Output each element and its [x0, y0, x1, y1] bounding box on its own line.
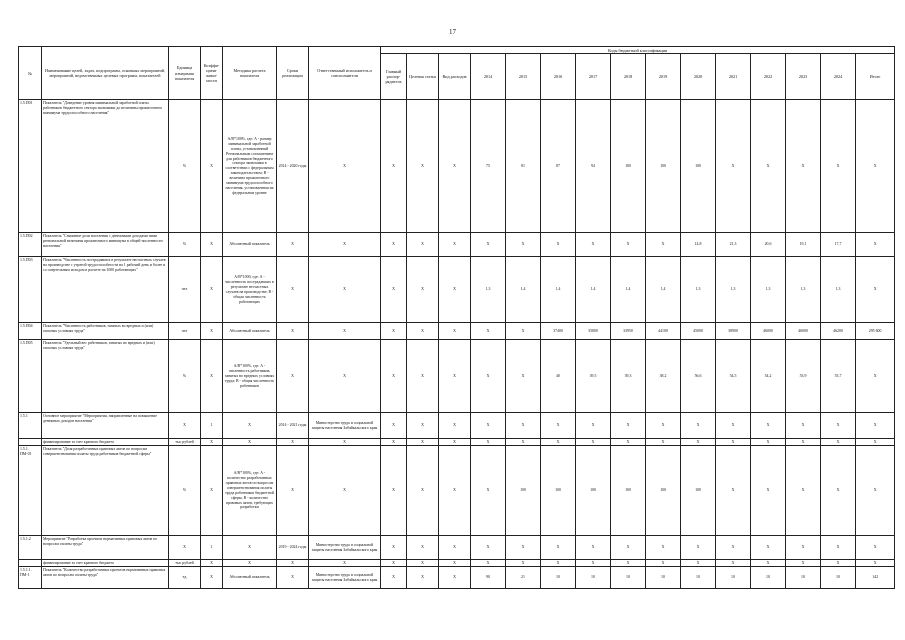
value-cell: Х	[681, 560, 716, 567]
method-cell: А/В*100%, где: А - численность работников, занятых во вредных условиях труда; В - общая численность работников	[223, 340, 277, 413]
value-cell: 53,9	[786, 340, 821, 413]
period-cell: Х	[277, 567, 309, 589]
budget-cell: Х	[381, 446, 407, 536]
value-cell: Х	[856, 413, 895, 439]
value-cell: 38900	[716, 323, 751, 340]
value-cell: Х	[786, 536, 821, 560]
method-cell: Абсолютный показатель	[223, 567, 277, 589]
budget-cell: Х	[407, 560, 439, 567]
name-cell: Показатель "Удельный вес работников, занятых во вредных и (или) опасных условиях труда"	[42, 340, 169, 413]
header-method: Методика расчета показателя	[223, 47, 277, 100]
table-header	[19, 47, 895, 100]
value-cell: Х	[821, 100, 856, 233]
value-cell: Х	[786, 413, 821, 439]
responsible-cell: Х	[309, 233, 381, 257]
unit-cell: тыс рублей	[169, 439, 201, 446]
unit-cell: Х	[169, 413, 201, 439]
budget-cell: Х	[407, 257, 439, 323]
unit-cell: тыс рублей	[169, 560, 201, 567]
value-cell: 94	[576, 100, 611, 233]
header-year: 2019	[646, 54, 681, 100]
value-cell: Х	[786, 560, 821, 567]
budget-cell: Х	[381, 413, 407, 439]
value-cell: 17,7	[821, 233, 856, 257]
value-cell: Х	[541, 439, 576, 446]
value-cell: 35800	[576, 323, 611, 340]
value-cell: 1,3	[681, 257, 716, 323]
value-cell: 10	[681, 567, 716, 589]
value-cell: 44100	[646, 323, 681, 340]
budget-cell: Х	[381, 567, 407, 589]
code-cell: 1.5.1	[19, 413, 42, 439]
budget-cell: Х	[439, 439, 471, 446]
value-cell: Х	[506, 413, 541, 439]
header-name: Наименование целей, задач, подпрограмм, основных мероприятий, мероприятий, ведомственных целевых программ, показателей	[42, 47, 169, 100]
coef-cell: Х	[201, 323, 223, 340]
value-cell: Х	[506, 536, 541, 560]
value-cell: Х	[821, 446, 856, 536]
value-cell: 1,4	[646, 257, 681, 323]
unit-cell: Х	[169, 536, 201, 560]
header-responsible: Ответственный исполнитель и соисполнители	[309, 47, 381, 100]
name-cell: Показатель "Снижение доли населения с денежными доходами ниже региональной величины прожиточного минимума в общей численности населения"	[42, 233, 169, 257]
header-year: 2015	[506, 54, 541, 100]
coef-cell: Х	[201, 439, 223, 446]
name-cell: Показатель "Численность пострадавших в результате несчастных случаев на производстве с утратой трудоспособности на 1 рабочий день и более и со смертельным исходом в расчете на 1000 работающих"	[42, 257, 169, 323]
budget-cell: Х	[407, 446, 439, 536]
period-cell: Х	[277, 257, 309, 323]
value-cell: Х	[646, 536, 681, 560]
value-cell: 1,3	[821, 257, 856, 323]
value-cell: 19,1	[786, 233, 821, 257]
budget-cell: Х	[439, 413, 471, 439]
budget-cell: Х	[407, 323, 439, 340]
value-cell: Х	[471, 560, 506, 567]
header-coef: Коэффи-циент значи-мости	[201, 47, 223, 100]
budget-cell: Х	[407, 413, 439, 439]
value-cell: Х	[856, 340, 895, 413]
header-unit: Единица измерения показателя	[169, 47, 201, 100]
value-cell: Х	[716, 413, 751, 439]
budget-cell: Х	[407, 340, 439, 413]
value-cell: 10	[751, 567, 786, 589]
table-row	[19, 560, 895, 567]
value-cell: Х	[821, 439, 856, 446]
value-cell: Х	[716, 536, 751, 560]
table-row	[19, 439, 895, 446]
value-cell: 100	[611, 446, 646, 536]
responsible-cell: Х	[309, 446, 381, 536]
value-cell: Х	[646, 233, 681, 257]
responsible-cell: Х	[309, 560, 381, 567]
budget-cell: Х	[407, 100, 439, 233]
value-cell: 54,5	[716, 340, 751, 413]
responsible-cell: Х	[309, 439, 381, 446]
value-cell: Х	[786, 100, 821, 233]
budget-cell: Х	[407, 233, 439, 257]
value-cell: 14,8	[681, 233, 716, 257]
value-cell: Х	[541, 560, 576, 567]
period-cell: Х	[277, 323, 309, 340]
unit-cell: %	[169, 446, 201, 536]
value-cell: 21,3	[716, 233, 751, 257]
name-cell: Показатель "Численность работников, занятых во вредных и (или) опасных условиях труда"	[42, 323, 169, 340]
budget-cell: Х	[439, 536, 471, 560]
unit-cell: %	[169, 233, 201, 257]
value-cell: 10	[821, 567, 856, 589]
value-cell: Х	[786, 439, 821, 446]
value-cell: 81	[506, 100, 541, 233]
value-cell: Х	[751, 536, 786, 560]
header-year: 2016	[541, 54, 576, 100]
name-cell: Мероприятие "Разработка проектов нормативных правовых актов по вопросам оплаты труда"	[42, 536, 169, 560]
value-cell: Х	[611, 439, 646, 446]
budget-cell: Х	[439, 323, 471, 340]
period-cell: 2014 - 2020 годы	[277, 100, 309, 233]
value-cell: 1,4	[576, 257, 611, 323]
value-cell: Х	[471, 323, 506, 340]
header-year: 2018	[611, 54, 646, 100]
code-cell	[19, 439, 42, 446]
value-cell: Х	[576, 439, 611, 446]
value-cell: 1,4	[611, 257, 646, 323]
code-cell: 1.5.П02	[19, 233, 42, 257]
method-cell: Х	[223, 413, 277, 439]
budget-cell: Х	[407, 567, 439, 589]
value-cell: 142	[856, 567, 895, 589]
header-year: 2020	[681, 54, 716, 100]
value-cell: 1,3	[751, 257, 786, 323]
value-cell: 295 600	[856, 323, 895, 340]
table-row	[19, 567, 895, 589]
value-cell: 100	[611, 100, 646, 233]
responsible-cell: Х	[309, 100, 381, 233]
header-year: 2023	[786, 54, 821, 100]
value-cell: Х	[611, 233, 646, 257]
value-cell: 53,7	[821, 340, 856, 413]
budget-cell: Х	[381, 340, 407, 413]
value-cell: 87	[541, 100, 576, 233]
value-cell: Х	[471, 233, 506, 257]
method-cell: А/В*100%, где: А - размер минимальной заработной платы, установленный Региональным соглашением для работников бюджетного сектора экономики в соответствии с федеральным законодательством; В - величина прожиточного минимума трудоспособного населения, установленная на федеральном уровне	[223, 100, 277, 233]
value-cell: Х	[506, 560, 541, 567]
value-cell: 90	[471, 567, 506, 589]
responsible-cell: Министерство труда и социальной защиты населения Забайкальского края	[309, 567, 381, 589]
value-cell: 1,4	[541, 257, 576, 323]
value-cell: 20,6	[751, 233, 786, 257]
value-cell: 56,6	[681, 340, 716, 413]
table-row	[19, 100, 895, 233]
value-cell: Х	[576, 560, 611, 567]
value-cell: Х	[716, 446, 751, 536]
value-cell: 39,5	[576, 340, 611, 413]
period-cell: Х	[277, 233, 309, 257]
value-cell: 100	[541, 446, 576, 536]
coef-cell: Х	[201, 567, 223, 589]
name-cell: финансирование за счет краевого бюджета	[42, 439, 169, 446]
code-cell	[19, 560, 42, 567]
value-cell: Х	[576, 413, 611, 439]
value-cell: Х	[611, 560, 646, 567]
value-cell: Х	[471, 439, 506, 446]
header-year: 2024	[821, 54, 856, 100]
table-row	[19, 257, 895, 323]
value-cell: Х	[646, 413, 681, 439]
value-cell: 100	[681, 100, 716, 233]
header-budget-col: Главный распор-рядитель	[381, 54, 407, 100]
value-cell: 10	[541, 567, 576, 589]
value-cell: Х	[821, 560, 856, 567]
table-row	[19, 446, 895, 536]
value-cell: Х	[646, 439, 681, 446]
budget-cell: Х	[381, 257, 407, 323]
value-cell: Х	[506, 340, 541, 413]
method-cell: А/В*1000, где: А - численность пострадавших в результате несчастных случаев на производстве; В - общая численность работающих	[223, 257, 277, 323]
method-cell: Х	[223, 560, 277, 567]
budget-cell: Х	[439, 340, 471, 413]
table-row	[19, 536, 895, 560]
unit-cell: %	[169, 340, 201, 413]
value-cell: Х	[751, 446, 786, 536]
value-cell: Х	[611, 536, 646, 560]
header-period: Сроки реализации	[277, 47, 309, 100]
value-cell: Х	[471, 536, 506, 560]
value-cell: Х	[856, 439, 895, 446]
budget-cell: Х	[381, 323, 407, 340]
value-cell: 40	[541, 340, 576, 413]
value-cell: Х	[751, 560, 786, 567]
header-year: 2017	[576, 54, 611, 100]
value-cell: 21	[506, 567, 541, 589]
value-cell: Х	[681, 439, 716, 446]
value-cell: 1,3	[786, 257, 821, 323]
value-cell: Х	[856, 560, 895, 567]
period-cell: Х	[277, 446, 309, 536]
header-budget-col: Целевая статья	[407, 54, 439, 100]
value-cell: Х	[541, 233, 576, 257]
code-cell: 1.5.П03	[19, 257, 42, 323]
budget-cell: Х	[407, 536, 439, 560]
value-cell: 100	[646, 100, 681, 233]
name-cell: Основное мероприятие "Мероприятия, направленные на повышение денежных доходов населения"	[42, 413, 169, 439]
budget-cell: Х	[439, 446, 471, 536]
value-cell: 100	[506, 446, 541, 536]
value-cell: Х	[681, 536, 716, 560]
value-cell: Х	[856, 257, 895, 323]
value-cell: 10	[611, 567, 646, 589]
coef-cell: 1	[201, 536, 223, 560]
value-cell: Х	[751, 100, 786, 233]
value-cell: 75	[471, 100, 506, 233]
value-cell: 33950	[611, 323, 646, 340]
table-body	[19, 100, 895, 589]
value-cell: Х	[681, 413, 716, 439]
code-cell: 1.5.1. ПМ-01	[19, 446, 42, 536]
budget-cell: Х	[439, 100, 471, 233]
value-cell: Х	[716, 100, 751, 233]
value-cell: 10	[646, 567, 681, 589]
coef-cell: Х	[201, 233, 223, 257]
responsible-cell: Х	[309, 323, 381, 340]
value-cell: 38,2	[646, 340, 681, 413]
value-cell: Х	[576, 233, 611, 257]
value-cell: Х	[576, 536, 611, 560]
name-cell: Показатель "Количество разработанных проектов нормативных правовых актов по вопросам оплаты труда"	[42, 567, 169, 589]
value-cell: Х	[471, 446, 506, 536]
value-cell: 10	[786, 567, 821, 589]
value-cell: Х	[541, 413, 576, 439]
code-cell: 1.5.1.2	[19, 536, 42, 560]
value-cell: Х	[611, 413, 646, 439]
method-cell: Абсолютный показатель	[223, 323, 277, 340]
budget-cell: Х	[439, 560, 471, 567]
table-row	[19, 233, 895, 257]
value-cell: Х	[506, 439, 541, 446]
header-year: Итого	[856, 54, 895, 100]
value-cell: Х	[856, 536, 895, 560]
value-cell: Х	[856, 233, 895, 257]
period-cell: Х	[277, 439, 309, 446]
period-cell: 2014 - 2021 годы	[277, 413, 309, 439]
value-cell: 39,3	[611, 340, 646, 413]
name-cell: финансирование за счет краевого бюджета	[42, 560, 169, 567]
value-cell: 10	[576, 567, 611, 589]
value-cell: Х	[506, 323, 541, 340]
indicators-table	[18, 46, 895, 589]
responsible-cell: Министерство труда и социальной защиты населения Забайкальского края	[309, 413, 381, 439]
table-row	[19, 340, 895, 413]
value-cell: 54,2	[751, 340, 786, 413]
value-cell: Х	[716, 439, 751, 446]
value-cell: 45000	[681, 323, 716, 340]
method-cell: Абсолютный показатель	[223, 233, 277, 257]
table-row	[19, 413, 895, 439]
budget-cell: Х	[381, 439, 407, 446]
budget-cell: Х	[439, 257, 471, 323]
responsible-cell: Х	[309, 340, 381, 413]
period-cell: Х	[277, 560, 309, 567]
value-cell: Х	[646, 560, 681, 567]
budget-cell: Х	[439, 567, 471, 589]
value-cell: 46200	[821, 323, 856, 340]
value-cell: Х	[541, 536, 576, 560]
value-cell: Х	[786, 446, 821, 536]
value-cell: Х	[471, 413, 506, 439]
value-cell: 100	[681, 446, 716, 536]
value-cell: 37400	[541, 323, 576, 340]
page-number: 17	[449, 28, 456, 36]
code-cell: 1.5.П04	[19, 323, 42, 340]
coef-cell: Х	[201, 446, 223, 536]
header-budget-col: Вид расходов	[439, 54, 471, 100]
header-num: №	[19, 47, 42, 100]
responsible-cell: Х	[309, 257, 381, 323]
coef-cell: Х	[201, 257, 223, 323]
coef-cell: 1	[201, 413, 223, 439]
unit-cell: чел	[169, 257, 201, 323]
header-year: 2014	[471, 54, 506, 100]
value-cell: Х	[506, 233, 541, 257]
budget-cell: Х	[381, 100, 407, 233]
value-cell: 1,3	[471, 257, 506, 323]
value-cell: Х	[856, 100, 895, 233]
unit-cell: чел	[169, 323, 201, 340]
responsible-cell: Министерство труда и социальной защиты населения Забайкальского края	[309, 536, 381, 560]
value-cell: 100	[576, 446, 611, 536]
unit-cell: ед	[169, 567, 201, 589]
method-cell: А/В*100%, где: А - количество разработанных правовых актов по вопросам совершенствования оплаты труда работников бюджетной сферы; В - количество правовых актов, требующих разработки	[223, 446, 277, 536]
value-cell: Х	[856, 446, 895, 536]
header-year: 2021	[716, 54, 751, 100]
budget-cell: Х	[407, 439, 439, 446]
budget-cell: Х	[381, 560, 407, 567]
value-cell: Х	[751, 413, 786, 439]
value-cell: 46000	[751, 323, 786, 340]
value-cell: 10	[716, 567, 751, 589]
budget-cell: Х	[439, 233, 471, 257]
budget-cell: Х	[381, 233, 407, 257]
header-budget-group: Коды бюджетной классификации	[381, 47, 895, 54]
value-cell: 1,4	[506, 257, 541, 323]
value-cell: Х	[751, 439, 786, 446]
value-cell: 46000	[786, 323, 821, 340]
header-year: 2022	[751, 54, 786, 100]
table-row	[19, 323, 895, 340]
period-cell: 2019 - 2024 годы	[277, 536, 309, 560]
unit-cell: %	[169, 100, 201, 233]
value-cell: 100	[646, 446, 681, 536]
code-cell: 1.5.1.1. ПМ-1	[19, 567, 42, 589]
code-cell: 1.5.П05	[19, 340, 42, 413]
period-cell: Х	[277, 340, 309, 413]
coef-cell: Х	[201, 560, 223, 567]
method-cell: Х	[223, 536, 277, 560]
value-cell: Х	[471, 340, 506, 413]
value-cell: 1,3	[716, 257, 751, 323]
budget-cell: Х	[381, 536, 407, 560]
coef-cell: Х	[201, 100, 223, 233]
value-cell: Х	[821, 413, 856, 439]
value-cell: Х	[716, 560, 751, 567]
name-cell: Показатель "Доведение уровня минимальной заработной платы работников бюджетного сектора экономики до величины прожиточного минимума трудоспособного населения"	[42, 100, 169, 233]
value-cell: Х	[821, 536, 856, 560]
coef-cell: Х	[201, 340, 223, 413]
code-cell: 1.5.П01	[19, 100, 42, 233]
name-cell: Показатель "Доля разработанных правовых актов по вопросам совершенствования оплаты труда работников бюджетной сферы"	[42, 446, 169, 536]
method-cell: Х	[223, 439, 277, 446]
